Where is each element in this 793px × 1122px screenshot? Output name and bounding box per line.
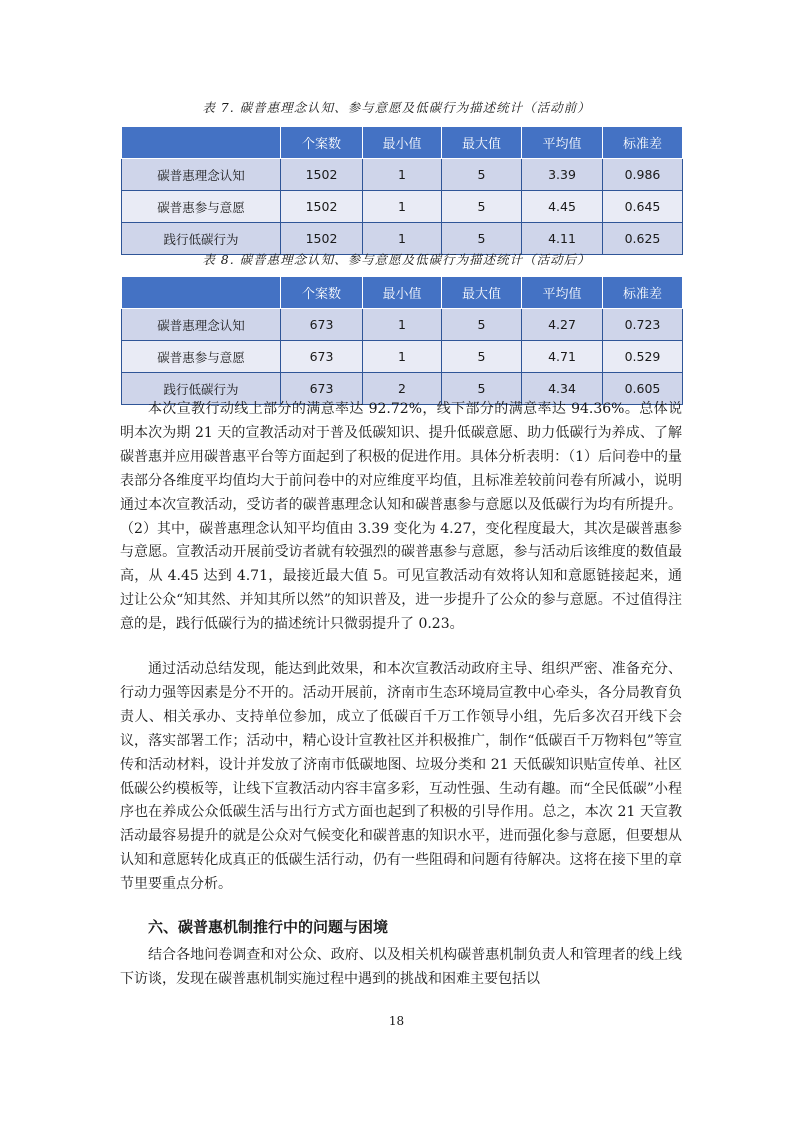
table-row xyxy=(122,309,683,341)
table-cell: 5 xyxy=(442,191,522,223)
table-cell: 1 xyxy=(363,341,442,373)
table-cell: 5 xyxy=(442,309,522,341)
table-cell: 0.986 xyxy=(603,159,683,191)
row-label: 践行低碳行为 xyxy=(122,223,281,255)
table-cell: 0.723 xyxy=(603,309,683,341)
row-label: 碳普惠理念认知 xyxy=(122,309,281,341)
table-cell: 4.34 xyxy=(522,373,603,405)
table-cell: 1502 xyxy=(281,191,363,223)
table-cell: 1 xyxy=(363,191,442,223)
table-cell: 0.529 xyxy=(603,341,683,373)
table-cell: 5 xyxy=(442,159,522,191)
body-paragraph-3: 结合各地问卷调查和对公众、政府、以及相关机构碳普惠机制负责人和管理者的线上线下访谈，发现在碳普惠机制实施过程中遇到的挑战和困难主要包括以 xyxy=(120,947,682,987)
header-cell: 最大值 xyxy=(442,277,522,309)
table-cell: 1502 xyxy=(281,159,363,191)
section-heading: 六、碳普惠机制推行中的问题与困境 xyxy=(148,918,389,936)
table-cell: 673 xyxy=(281,309,363,341)
table8-caption: 表 8. 碳普惠理念认知、参与意愿及低碳行为描述统计（活动后） xyxy=(202,252,591,267)
table7 xyxy=(121,126,683,255)
header-cell: 最大值 xyxy=(442,127,522,159)
table-cell: 5 xyxy=(442,373,522,405)
table-cell: 4.71 xyxy=(522,341,603,373)
header-cell xyxy=(122,127,281,159)
body-paragraph-2: 通过活动总结发现，能达到此效果，和本次宣教活动政府主导、组织严密、准备充分、行动力强等因素是分不开的。活动开展前，济南市生态环境局宣教中心牵头，各分局教育负责人、相关承办、支持单位参加，成立了低碳百千万工作领导小组，先后多次召开线下会议，落实部署工作；活动中，精心设计宣教社区并积极推广，制作“低碳百千万物料包”等宣传和活动材料，设计并发放了济南市低碳地图、垃圾分类和 21 天低碳知识贴宣传单、社区低碳公约模板等，让线下宣教活动内容丰富多彩，互动性强、生动有趣。而“全民低碳”小程序也在养成公众低碳生活与出行方式方面也起到了积极的引导作用。总之，本次 21 天宣教活动最容易提升的就是公众对气候变化和碳普惠的知识水平，进而强化参与意愿，但要想从认知和意愿转化成真正的低碳生活行动，仍有一些阻碍和问题有待解决。这将在接下里的章节里要重点分析。 xyxy=(120,661,682,893)
table-cell: 3.39 xyxy=(522,159,603,191)
table-cell: 4.45 xyxy=(522,191,603,223)
row-label: 碳普惠参与意愿 xyxy=(122,191,281,223)
table-row xyxy=(122,191,683,223)
table-cell: 0.605 xyxy=(603,373,683,405)
table7-caption: 表 7. 碳普惠理念认知、参与意愿及低碳行为描述统计（活动前） xyxy=(202,100,591,115)
table-cell: 5 xyxy=(442,341,522,373)
table-cell: 1502 xyxy=(281,223,363,255)
table-row xyxy=(122,159,683,191)
table-cell: 673 xyxy=(281,341,363,373)
row-label: 碳普惠参与意愿 xyxy=(122,341,281,373)
header-cell: 个案数 xyxy=(281,127,363,159)
header-cell: 最小值 xyxy=(363,277,442,309)
table-header-row xyxy=(122,277,683,309)
table-cell: 1 xyxy=(363,309,442,341)
table-cell: 1 xyxy=(363,159,442,191)
table-cell: 5 xyxy=(442,223,522,255)
header-cell: 平均值 xyxy=(522,127,603,159)
table-cell: 0.645 xyxy=(603,191,683,223)
header-cell: 标准差 xyxy=(603,127,683,159)
header-cell xyxy=(122,277,281,309)
table8 xyxy=(121,276,683,405)
header-cell: 个案数 xyxy=(281,277,363,309)
table-cell: 2 xyxy=(363,373,442,405)
table-cell: 1 xyxy=(363,223,442,255)
header-cell: 标准差 xyxy=(603,277,683,309)
header-cell: 平均值 xyxy=(522,277,603,309)
table-cell: 4.11 xyxy=(522,223,603,255)
body-paragraph-1: 本次宣教行动线上部分的满意率达 92.72%，线下部分的满意率达 94.36%。总体说明本次为期 21 天的宣教活动对于普及低碳知识、提升低碳意愿、助力低碳行为养成、了解碳普惠并应用碳普惠平台等方面起到了积极的促进作用。具体分析表明：（1）后问卷中的量表部分各维度平均值均大于前问卷中的对应维度平均值，且标准差较前问卷有所减小，说明通过本次宣教活动，受访者的碳普惠理念认知和碳普惠参与意愿以及低碳行为均有所提升。（2）其中，碳普惠理念认知平均值由 3.39 变化为 4.27，变化程度最大，其次是碳普惠参与意愿。宣教活动开展前受访者就有较强烈的碳普惠参与意愿，参与活动后该维度的数值最高，从 4.45 达到 4.71，最接近最大值 5。可见宣教活动有效将认知和意愿链接起来，通过让公众“知其然、并知其所以然”的知识普及，进一步提升了公众的参与意愿。不过值得注意的是，践行低碳行为的描述统计只微弱提升了 0.23。 xyxy=(120,401,682,633)
header-cell: 最小值 xyxy=(363,127,442,159)
table-cell: 0.625 xyxy=(603,223,683,255)
page-number: 18 xyxy=(388,1014,405,1028)
table-row xyxy=(122,341,683,373)
table-cell: 4.27 xyxy=(522,309,603,341)
row-label: 践行低碳行为 xyxy=(122,373,281,405)
row-label: 碳普惠理念认知 xyxy=(122,159,281,191)
table-cell: 673 xyxy=(281,373,363,405)
table-header-row xyxy=(122,127,683,159)
